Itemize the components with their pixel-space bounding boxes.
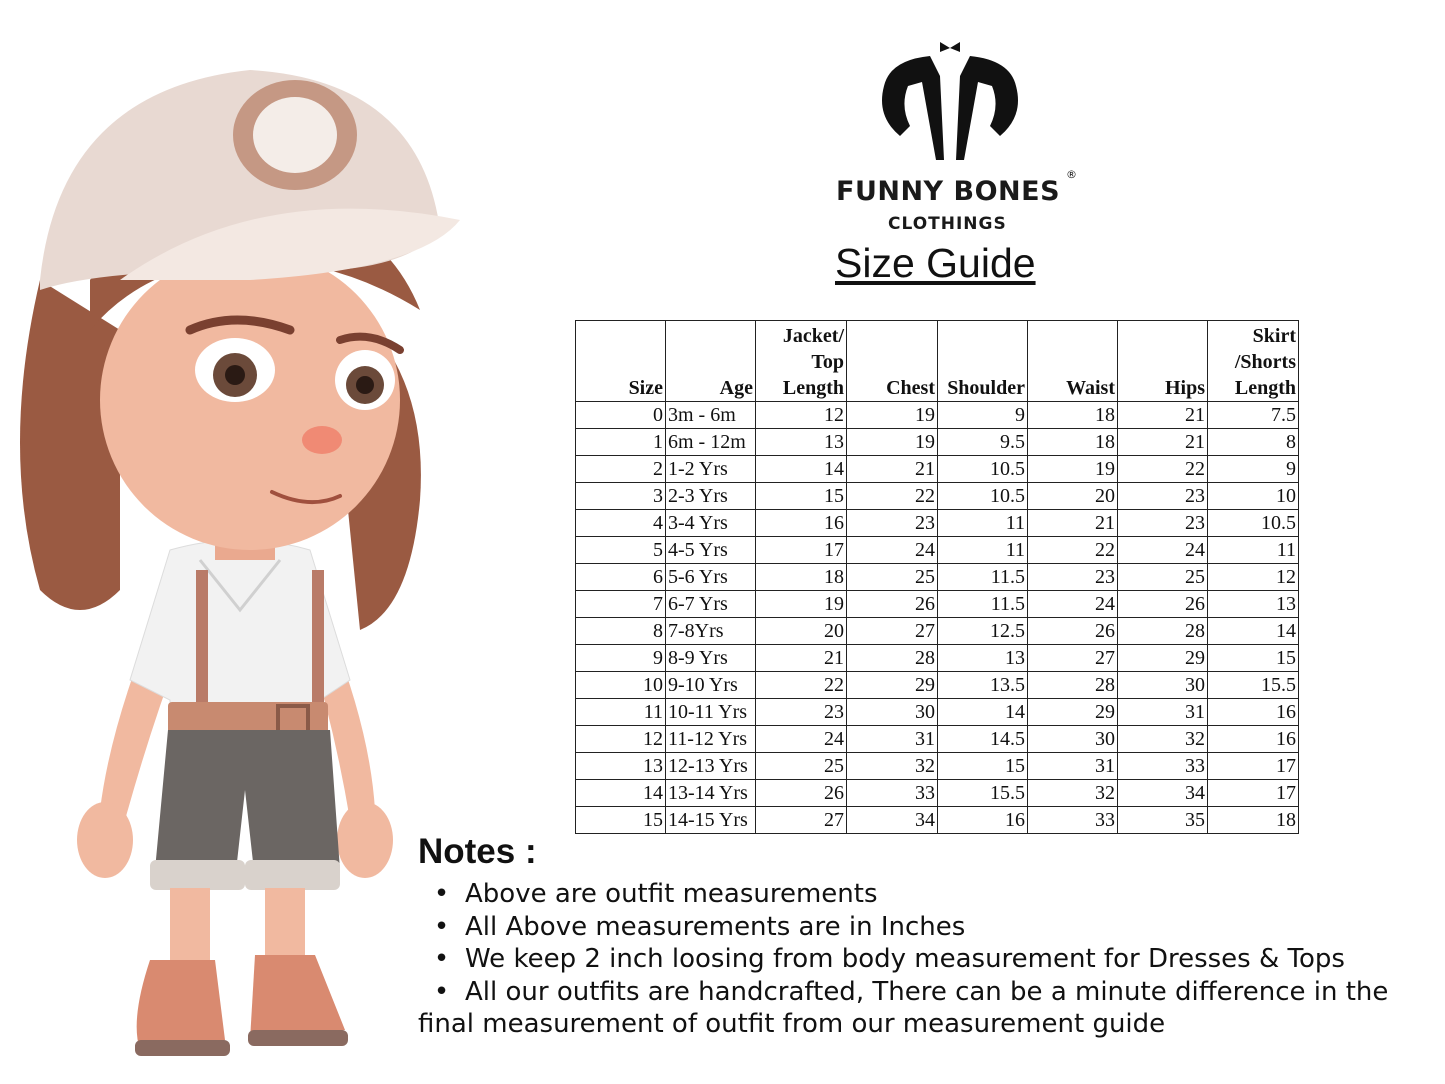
table-header-row: [576, 321, 1299, 402]
table-cell: 21: [1118, 402, 1208, 429]
table-cell: 33: [1118, 753, 1208, 780]
table-cell: 23: [1118, 483, 1208, 510]
table-cell: 18: [1208, 807, 1299, 834]
table-row: [576, 807, 1299, 834]
table-cell: 30: [847, 699, 938, 726]
table-cell: 17: [756, 537, 847, 564]
table-cell: 19: [756, 591, 847, 618]
table-row: [576, 456, 1299, 483]
note-item: [418, 976, 1438, 1041]
table-cell: 22: [756, 672, 847, 699]
table-cell: 22: [1118, 456, 1208, 483]
table-cell: 23: [847, 510, 938, 537]
table-cell: 14: [938, 699, 1028, 726]
table-cell: 7.5: [1208, 402, 1299, 429]
column-header: Waist: [1028, 321, 1118, 402]
table-row: [576, 645, 1299, 672]
table-cell: 1-2 Yrs: [666, 456, 756, 483]
table-cell: 13: [576, 753, 666, 780]
page-title: Size Guide: [835, 240, 1036, 286]
table-cell: 28: [1028, 672, 1118, 699]
registered-mark: ®: [1066, 168, 1077, 181]
bullet-icon: •: [433, 879, 450, 909]
table-row: [576, 483, 1299, 510]
table-cell: 5: [576, 537, 666, 564]
table-cell: 2-3 Yrs: [666, 483, 756, 510]
table-cell: 22: [847, 483, 938, 510]
column-header: Skirt /Shorts Length: [1208, 321, 1299, 402]
table-cell: 18: [1028, 429, 1118, 456]
column-header: Shoulder: [938, 321, 1028, 402]
table-cell: 16: [938, 807, 1028, 834]
table-cell: 33: [847, 780, 938, 807]
table-cell: 10-11 Yrs: [666, 699, 756, 726]
table-cell: 14: [1208, 618, 1299, 645]
table-cell: 11: [1208, 537, 1299, 564]
column-header: Chest: [847, 321, 938, 402]
table-cell: 2: [576, 456, 666, 483]
table-cell: 12: [576, 726, 666, 753]
table-cell: 23: [756, 699, 847, 726]
brand-block: [820, 36, 1080, 234]
table-cell: 28: [1118, 618, 1208, 645]
note-text: All our outfits are handcrafted, There can be a minute difference in the final measurement of outfit from our measurement guide: [418, 976, 1389, 1039]
table-cell: 16: [1208, 726, 1299, 753]
table-cell: 24: [1118, 537, 1208, 564]
table-cell: 31: [847, 726, 938, 753]
table-cell: 16: [756, 510, 847, 537]
note-item: [418, 943, 1438, 976]
notes-title: Notes :: [418, 832, 537, 871]
tuxedo-logo-icon: [870, 36, 1030, 166]
table-cell: 25: [847, 564, 938, 591]
column-header: Size: [576, 321, 666, 402]
note-item: [418, 911, 1438, 944]
table-cell: 19: [847, 429, 938, 456]
bullet-icon: •: [433, 944, 450, 974]
table-row: [576, 699, 1299, 726]
table-cell: 32: [1028, 780, 1118, 807]
table-cell: 25: [756, 753, 847, 780]
table-cell: 34: [847, 807, 938, 834]
table-cell: 10.5: [938, 483, 1028, 510]
table-cell: 19: [847, 402, 938, 429]
table-cell: 30: [1118, 672, 1208, 699]
table-cell: 9: [938, 402, 1028, 429]
bullet-icon: •: [433, 911, 450, 942]
table-cell: 0: [576, 402, 666, 429]
table-cell: 15: [756, 483, 847, 510]
table-cell: 26: [756, 780, 847, 807]
table-cell: 9.5: [938, 429, 1028, 456]
table-cell: 23: [1118, 510, 1208, 537]
table-cell: 19: [1028, 456, 1118, 483]
table-cell: 8: [576, 618, 666, 645]
table-row: [576, 591, 1299, 618]
column-header: Age: [666, 321, 756, 402]
table-cell: 13: [1208, 591, 1299, 618]
table-cell: 13-14 Yrs: [666, 780, 756, 807]
table-row: [576, 618, 1299, 645]
table-cell: 21: [756, 645, 847, 672]
table-cell: 31: [1118, 699, 1208, 726]
table-cell: 15.5: [938, 780, 1028, 807]
table-cell: 6-7 Yrs: [666, 591, 756, 618]
table-cell: 29: [847, 672, 938, 699]
table-cell: 15: [576, 807, 666, 834]
table-cell: 21: [1028, 510, 1118, 537]
table-cell: 9: [1208, 456, 1299, 483]
table-cell: 18: [1028, 402, 1118, 429]
table-cell: 35: [1118, 807, 1208, 834]
table-cell: 28: [847, 645, 938, 672]
table-cell: 7-8Yrs: [666, 618, 756, 645]
table-row: [576, 672, 1299, 699]
table-cell: 15: [938, 753, 1028, 780]
table-cell: 10: [1208, 483, 1299, 510]
size-table: [575, 320, 1299, 834]
table-cell: 22: [1028, 537, 1118, 564]
table-row: [576, 402, 1299, 429]
table-cell: 20: [756, 618, 847, 645]
table-cell: 11.5: [938, 591, 1028, 618]
table-cell: 26: [1118, 591, 1208, 618]
table-cell: 7: [576, 591, 666, 618]
bullet-icon: •: [433, 976, 450, 1007]
table-cell: 6m - 12m: [666, 429, 756, 456]
table-cell: 15.5: [1208, 672, 1299, 699]
table-cell: 11-12 Yrs: [666, 726, 756, 753]
table-cell: 32: [847, 753, 938, 780]
table-cell: 16: [1208, 699, 1299, 726]
table-cell: 26: [1028, 618, 1118, 645]
table-cell: 21: [1118, 429, 1208, 456]
table-row: [576, 753, 1299, 780]
table-cell: 11: [938, 537, 1028, 564]
brand-subtitle: CLOTHINGS: [888, 214, 1007, 234]
brand-name: FUNNY BONES: [836, 176, 1061, 207]
table-cell: 21: [847, 456, 938, 483]
table-cell: 10.5: [938, 456, 1028, 483]
table-cell: 8: [1208, 429, 1299, 456]
table-cell: 4: [576, 510, 666, 537]
note-text: We keep 2 inch loosing from body measurement for Dresses & Tops: [465, 944, 1345, 974]
table-cell: 14-15 Yrs: [666, 807, 756, 834]
table-cell: 3: [576, 483, 666, 510]
table-cell: 14.5: [938, 726, 1028, 753]
table-cell: 14: [756, 456, 847, 483]
table-cell: 17: [1208, 780, 1299, 807]
table-cell: 1: [576, 429, 666, 456]
table-cell: 34: [1118, 780, 1208, 807]
table-cell: 12: [1208, 564, 1299, 591]
note-text: All Above measurements are in Inches: [465, 911, 966, 942]
table-row: [576, 726, 1299, 753]
table-cell: 32: [1118, 726, 1208, 753]
table-cell: 12.5: [938, 618, 1028, 645]
table-cell: 30: [1028, 726, 1118, 753]
table-cell: 11: [938, 510, 1028, 537]
table-cell: 10: [576, 672, 666, 699]
table-cell: 24: [1028, 591, 1118, 618]
column-header: Jacket/ Top Length: [756, 321, 847, 402]
table-cell: 27: [1028, 645, 1118, 672]
table-row: [576, 510, 1299, 537]
table-cell: 27: [756, 807, 847, 834]
table-cell: 14: [576, 780, 666, 807]
table-cell: 13: [938, 645, 1028, 672]
table-cell: 26: [847, 591, 938, 618]
table-row: [576, 537, 1299, 564]
table-cell: 5-6 Yrs: [666, 564, 756, 591]
table-cell: 11: [576, 699, 666, 726]
table-cell: 20: [1028, 483, 1118, 510]
table-cell: 11.5: [938, 564, 1028, 591]
table-row: [576, 780, 1299, 807]
note-text: Above are outfit measurements: [465, 879, 878, 909]
table-cell: 29: [1118, 645, 1208, 672]
table-cell: 13: [756, 429, 847, 456]
table-cell: 3m - 6m: [666, 402, 756, 429]
table-cell: 31: [1028, 753, 1118, 780]
table-cell: 24: [756, 726, 847, 753]
table-cell: 12: [756, 402, 847, 429]
table-cell: 9-10 Yrs: [666, 672, 756, 699]
table-cell: 12-13 Yrs: [666, 753, 756, 780]
column-header: Hips: [1118, 321, 1208, 402]
table-cell: 4-5 Yrs: [666, 537, 756, 564]
table-cell: 29: [1028, 699, 1118, 726]
table-cell: 23: [1028, 564, 1118, 591]
girl-illustration: [0, 30, 470, 1084]
table-row: [576, 429, 1299, 456]
table-cell: 8-9 Yrs: [666, 645, 756, 672]
table-cell: 15: [1208, 645, 1299, 672]
table-cell: 17: [1208, 753, 1299, 780]
table-cell: 25: [1118, 564, 1208, 591]
table-cell: 24: [847, 537, 938, 564]
table-cell: 10.5: [1208, 510, 1299, 537]
table-row: [576, 564, 1299, 591]
table-cell: 9: [576, 645, 666, 672]
table-cell: 18: [756, 564, 847, 591]
note-item: [418, 878, 1438, 911]
table-cell: 13.5: [938, 672, 1028, 699]
table-cell: 27: [847, 618, 938, 645]
table-cell: 6: [576, 564, 666, 591]
table-cell: 3-4 Yrs: [666, 510, 756, 537]
table-cell: 33: [1028, 807, 1118, 834]
notes-list: [418, 878, 1438, 1041]
